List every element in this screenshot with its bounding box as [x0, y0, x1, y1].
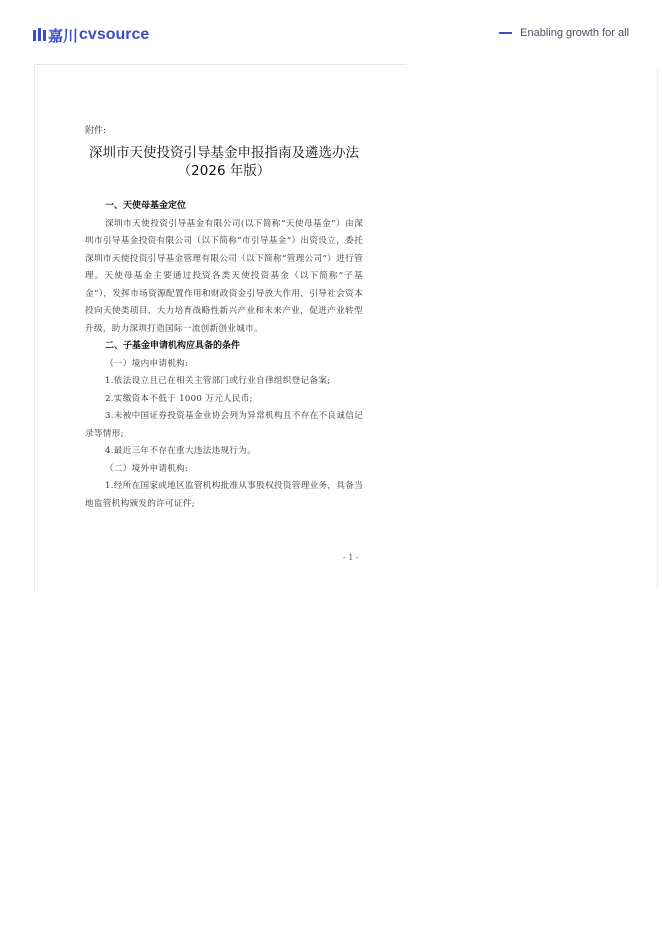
- adjacent-page-edge: [657, 70, 658, 590]
- section-1-paragraph: 深圳市天使投资引导基金有限公司(以下简称“天使母基金”）由深圳市引导基金投资有限公司（以下简称“市引导基金”）出资设立，委托深圳市天使投资引导基金管理有限公司（以下简称“管理公司”）进行管理。天使母基金主要通过投资各类天使投资基金（以下简称“子基金”），发挥市场资源配置作用和财政资金引导放大作用，引导社会资本投向天使类项目，大力培育战略性新兴产业和未来产业，促进产业转型升级，助力深圳打造国际一流创新创业城市。: [85, 218, 363, 334]
- cvsource-logo-icon: [32, 27, 46, 43]
- document-page: [34, 64, 407, 593]
- attachment-label: 附件:: [85, 126, 107, 136]
- document-title: 深圳市天使投资引导基金申报指南及遴选办法: [89, 145, 359, 161]
- page-number: - 1 -: [343, 553, 359, 562]
- domestic-item: 1.依法设立且已在相关主管部门或行业自律组织登记备案;: [105, 376, 331, 386]
- site-header: [0, 0, 662, 64]
- logo-chinese-text: 嘉川: [48, 26, 79, 45]
- overseas-item: 1.经所在国家或地区监管机构批准从事股权投资管理业务，具备当地监管机构颁发的许可证件;: [85, 481, 363, 509]
- document-content: [85, 123, 363, 513]
- domestic-item: 3.未被中国证券投资基金业协会列为异常机构且不存在不良诚信记录等情形;: [85, 411, 363, 439]
- overseas-heading: （二）境外申请机构:: [105, 463, 189, 474]
- domestic-item: 4.最近三年不存在重大违法违规行为。: [105, 446, 257, 456]
- document-subtitle: （2026 年版）: [177, 163, 271, 179]
- tagline-dash: [499, 32, 512, 34]
- section-heading-2: 二、子基金申请机构应具备的条件: [105, 341, 241, 351]
- tagline-text: Enabling growth for all: [520, 27, 629, 39]
- logo-english-text: cvsource: [79, 26, 150, 43]
- cvsource-logo[interactable]: [32, 25, 149, 45]
- tagline: [499, 27, 629, 39]
- domestic-heading: （一）境内申请机构:: [105, 358, 189, 369]
- domestic-item: 2.实缴资本不低于 1000 万元人民币;: [105, 393, 253, 404]
- section-heading-1: 一、天使母基金定位: [105, 201, 187, 211]
